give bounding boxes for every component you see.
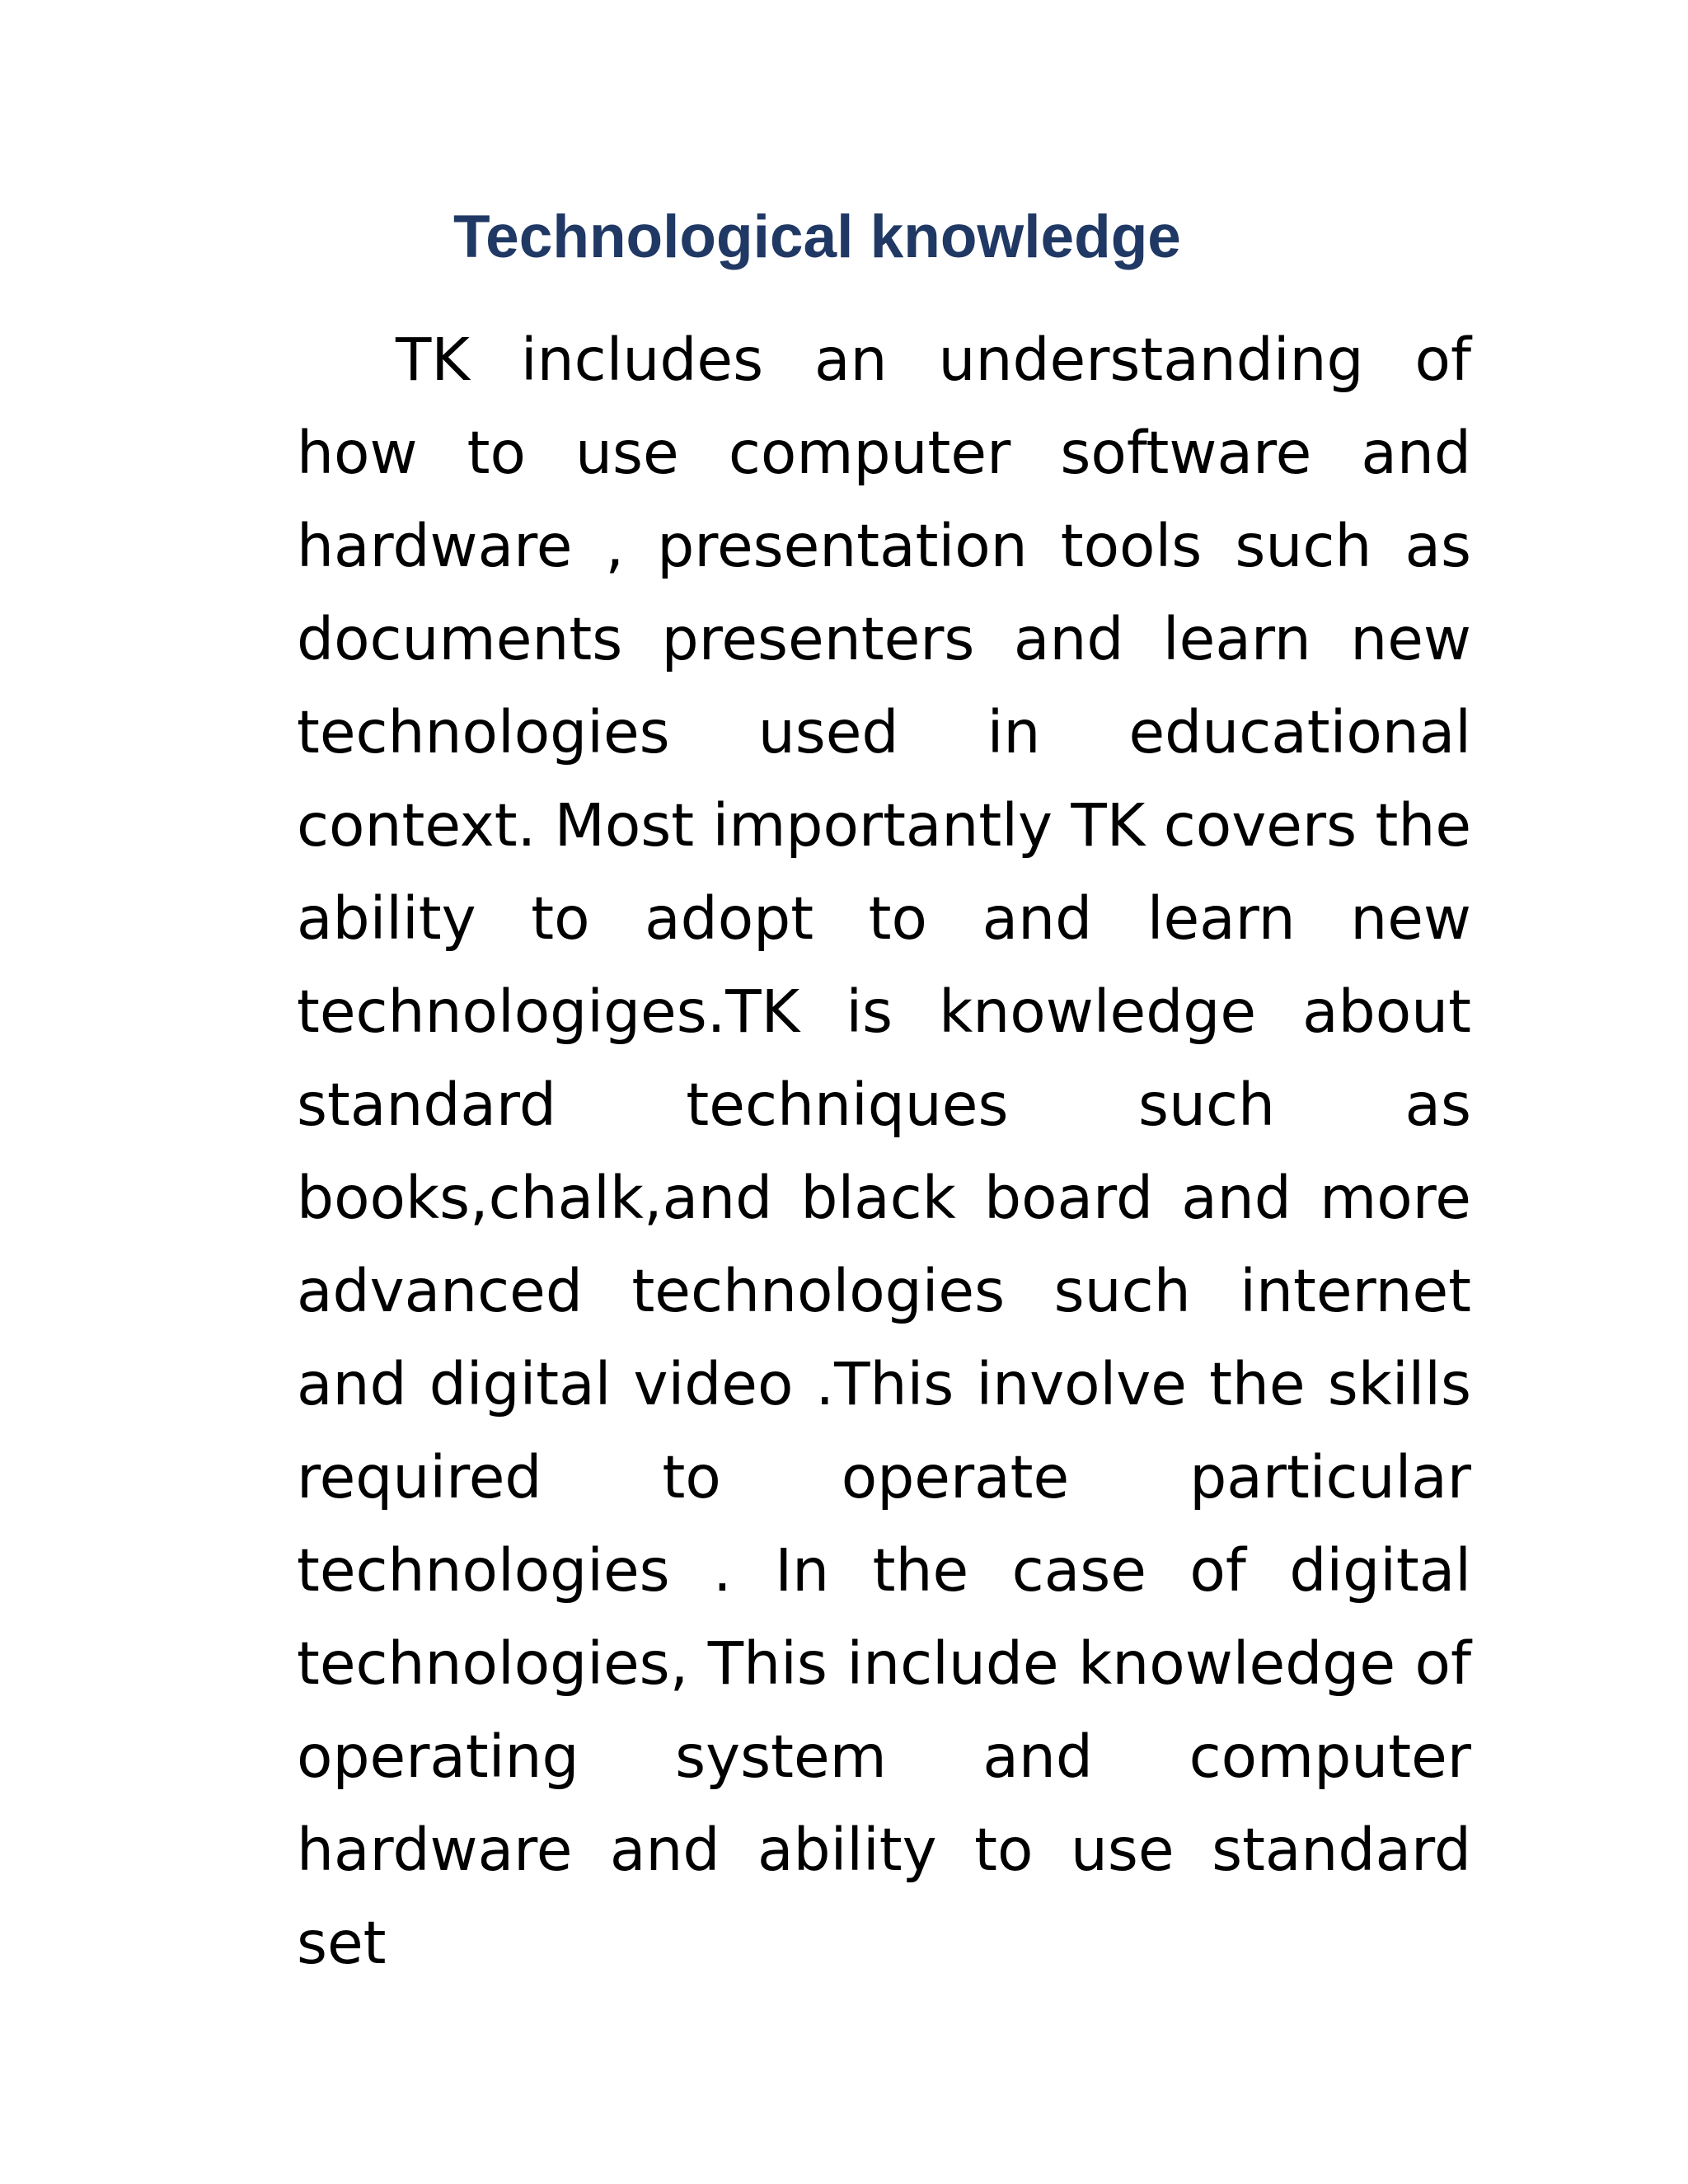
body-paragraph: TK includes an understanding of how to use computer software and hardware , presentation tools such as documents presenters and learn new technologies used in educational context. Most importantly TK covers the ability to adopt to and learn new technologiges.TK is knowledge about standard techniques such as books,chalk,and black board and more advanced technologies such internet and digital video .This involve the skills required to operate particular technologies . In the case of digital technologies, This include knowledge of operating system and computer hardware and ability to use standard set: [297, 326, 1471, 1977]
page-title: Technological knowledge: [453, 204, 1181, 270]
